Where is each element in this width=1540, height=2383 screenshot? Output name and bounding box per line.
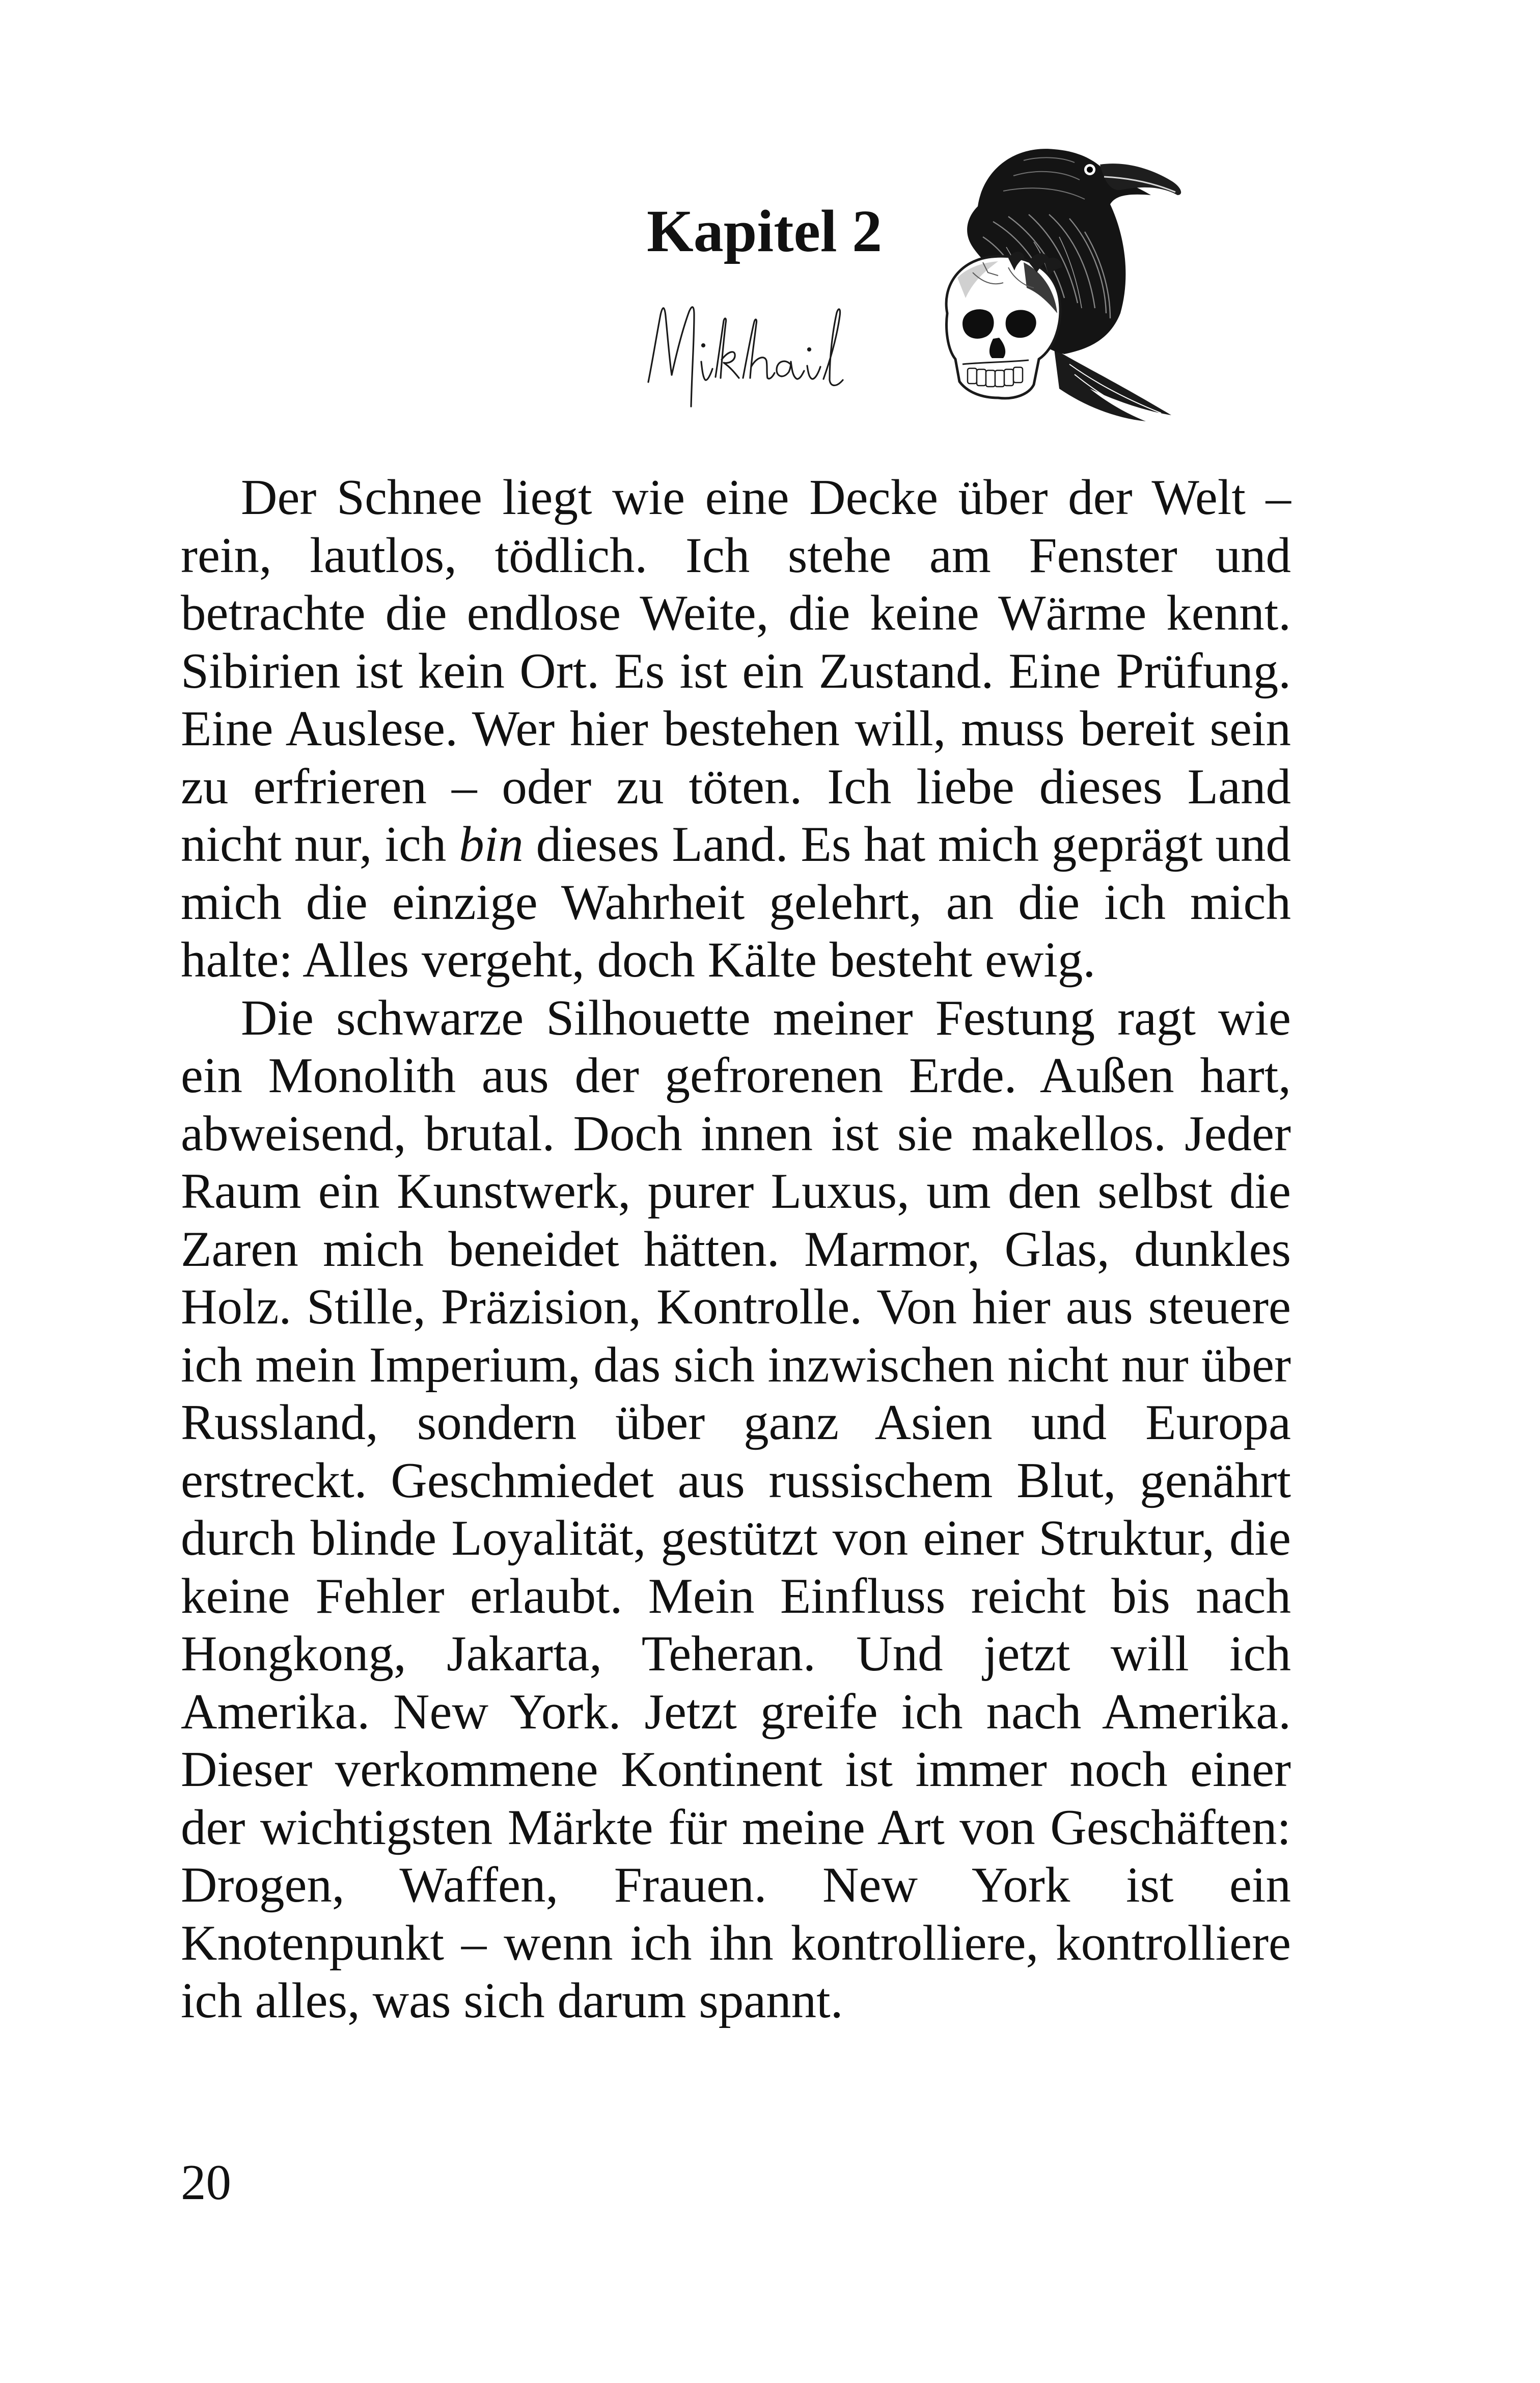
paragraph: Die schwarze Silhouette meiner Festung ragt wie ein Monolith aus der gefrorenen Erde. Außen hart, abweisend, brutal. Doch innen ist sie makellos. Jeder Raum ein Kunstwerk, purer Luxus, um den selbst die Zaren mich beneidet hätten. Marmor, Glas, dunkles Holz. Stille, Präzision, Kontrolle. Von hier aus steuere ich mein Imperium, das sich inzwischen nicht nur über Russland, sondern über ganz Asien und Europa erstreckt. Geschmiedet aus russischem Blut, genährt durch blinde Loyalität, gestützt von einer Struktur, die keine Fehler erlaubt. Mein Einfluss reicht bis nach Hongkong, Jakarta, Teheran. Und jetzt will ich Amerika. New York. Jetzt greife ich nach Amerika. Dieser verkommene Kontinent ist immer noch einer der wichtigsten Märkte für meine Art von Geschäften: Drogen, Waffen, Frauen. New York ist ein Knotenpunkt – wenn ich ihn kontrolliere, kontrolliere ich alles, was sich darum spannt. [181,990,1291,2028]
paragraph [181,469,1291,989]
paragraph-text: dieses Land. Es hat mich geprägt und mich die einzige Wahrheit gelehrt, an die ich mich halte: Alles vergeht, doch Kälte besteht ewig. [181,817,1291,988]
signature-mikhail [634,285,873,418]
emphasized-word: bin [459,817,524,872]
chapter-title: Kapitel 2 [647,198,883,264]
paragraph-text: Der Schnee liegt wie eine Decke über der Welt – rein, lautlos, tödlich. Ich stehe am Fenster und betrachte die endlose Weite, die keine Wärme kennt. Sibirien ist kein Ort. Es ist ein Zustand. Eine Prüfung. Eine Auslese. Wer hier bestehen will, muss bereit sein zu erfrieren – oder zu töten. Ich liebe dieses Land nicht nur, ich [181,470,1291,872]
raven-on-skull-icon [906,110,1202,425]
chapter-body-text [181,469,1291,2030]
page-number: 20 [181,2155,231,2210]
